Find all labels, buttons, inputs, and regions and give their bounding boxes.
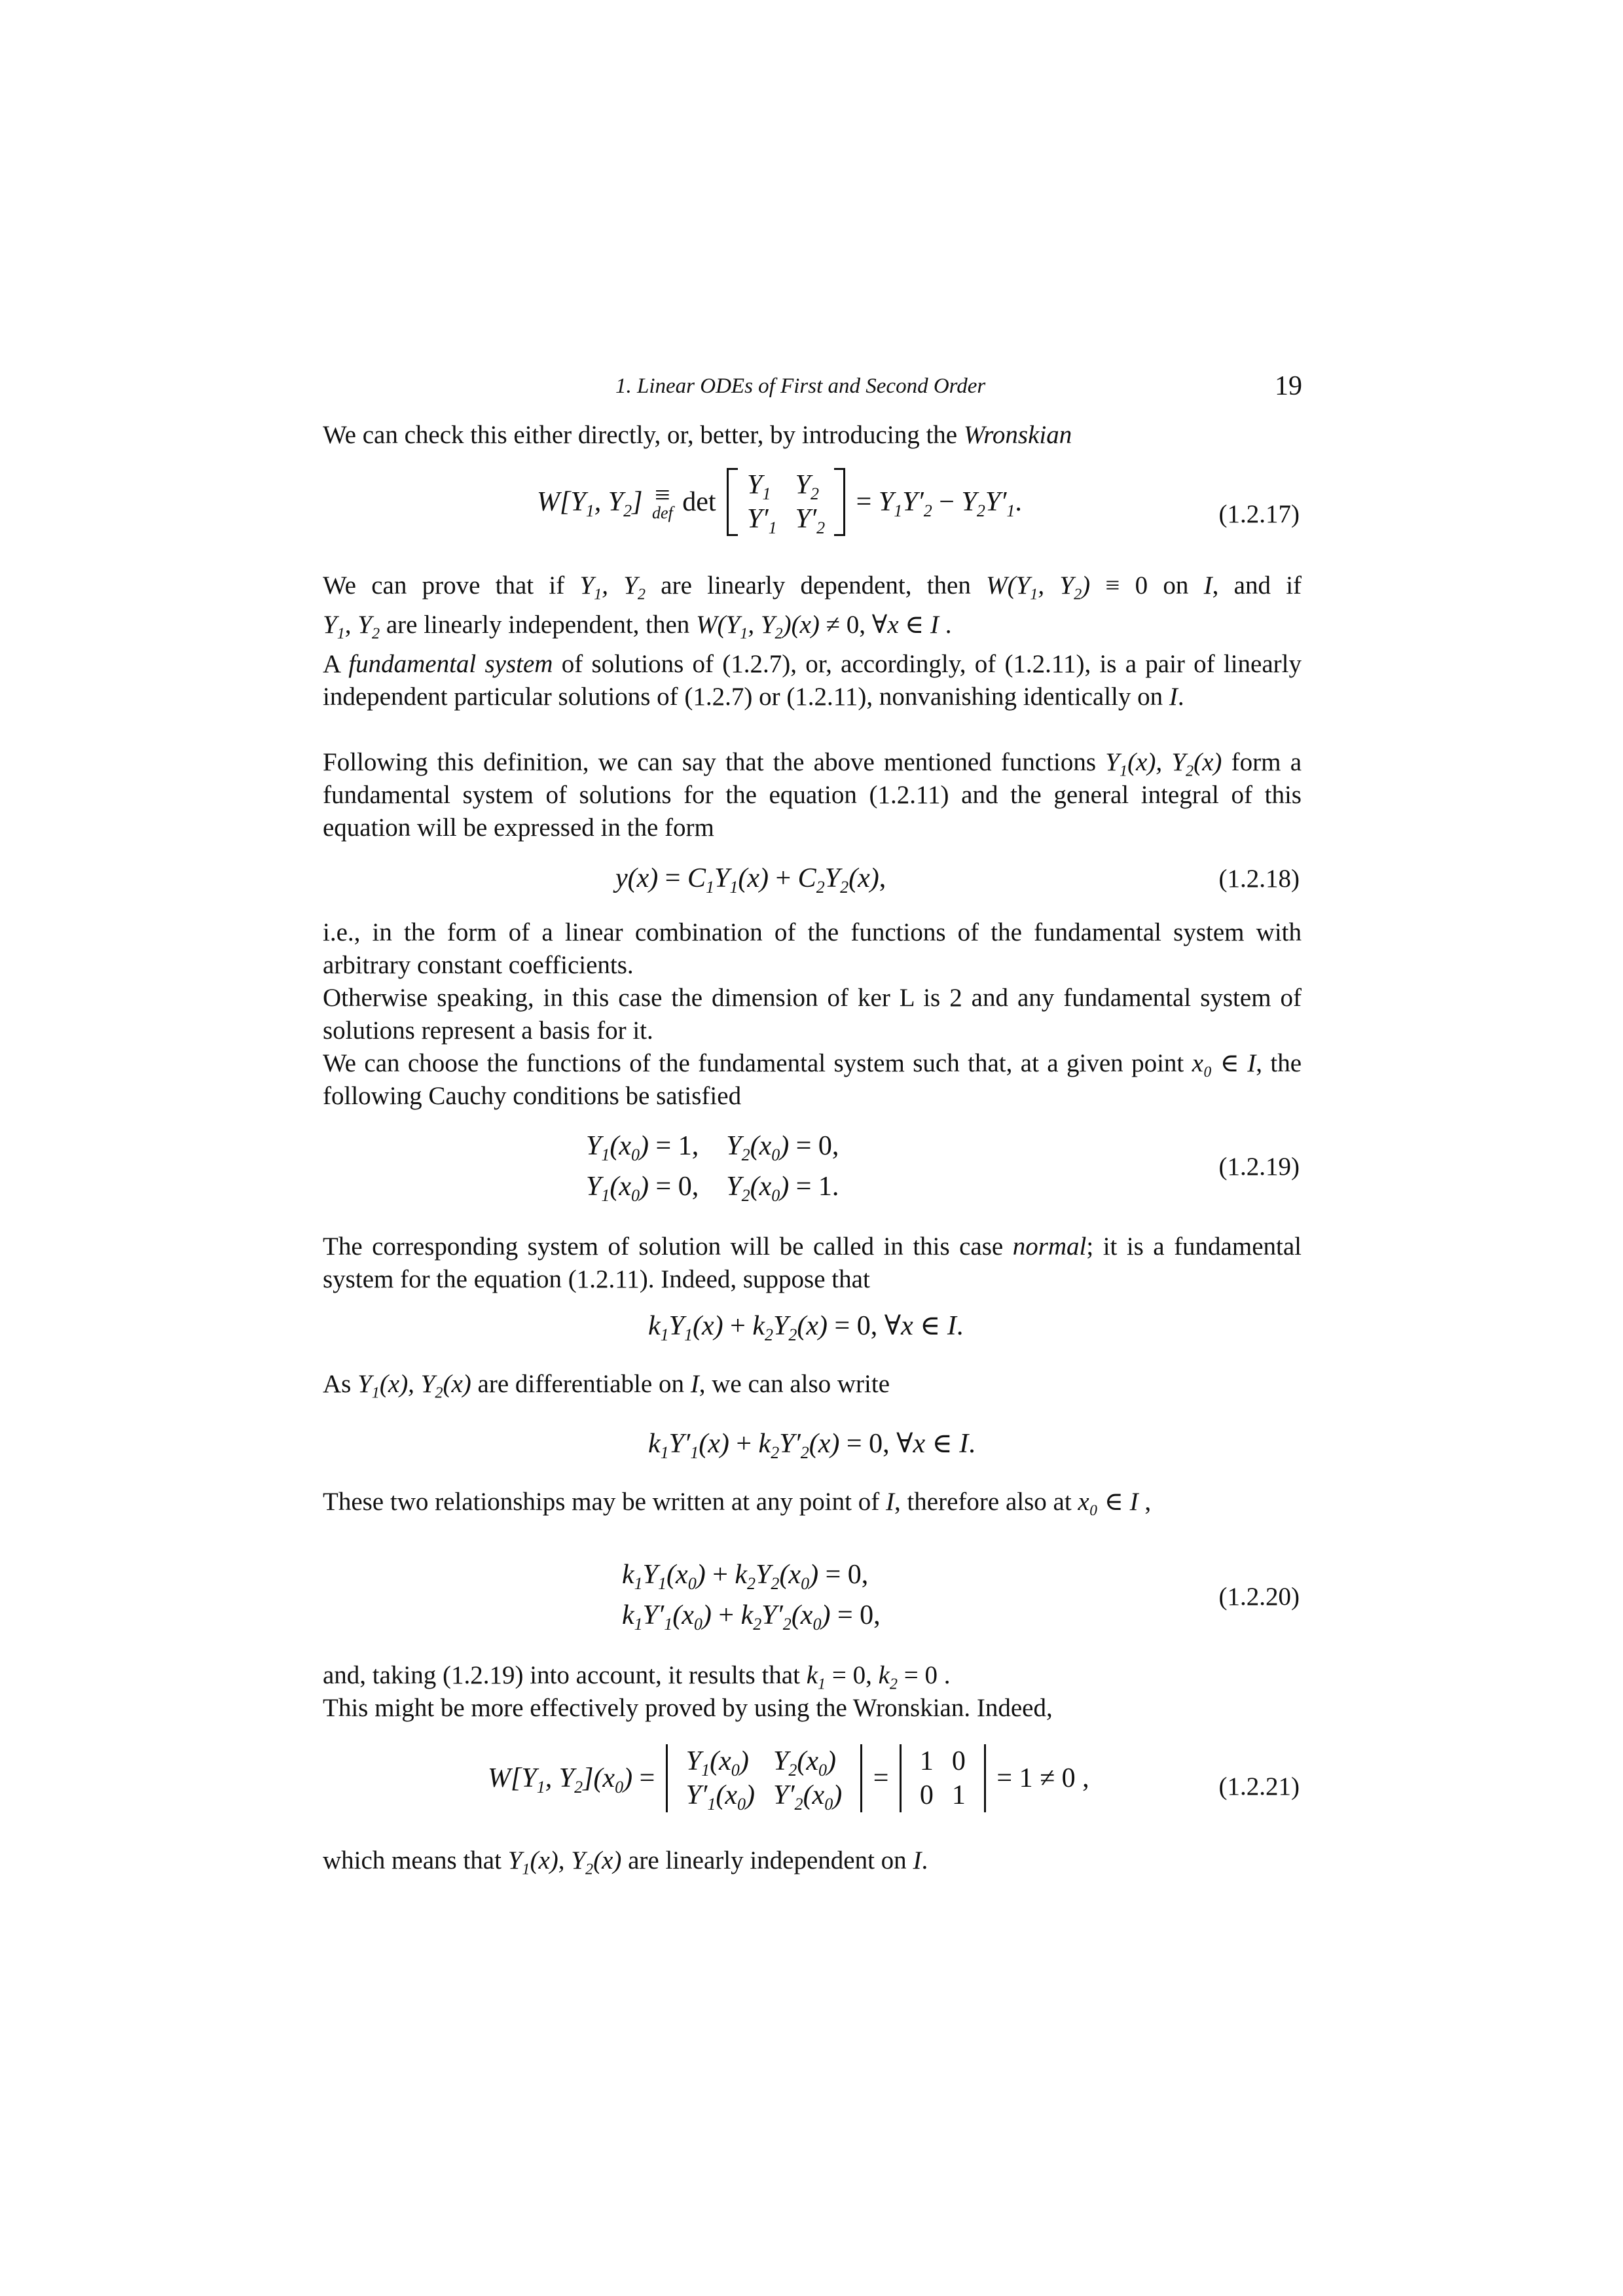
equation-number: (1.2.19) bbox=[1218, 1153, 1300, 1181]
text: Otherwise speaking, in this case the dimension of bbox=[323, 984, 849, 1012]
text: on bbox=[1163, 571, 1189, 600]
paragraph-dependence: We can prove that if $Y_1$, $Y_2$ are linearly dependent, then $W(Y_1$, $Y_2) \equiv 0$ on I, and if bbox=[323, 571, 1302, 603]
emphasis: normal bbox=[1012, 1232, 1087, 1261]
emphasis: Wronskian bbox=[963, 421, 1072, 449]
text: i.e., in the form of a linear combination of the functions of the fundamental system with arbitrary constant coefficients. bbox=[323, 918, 1302, 979]
text: These two relationships may be written at any point of bbox=[323, 1488, 880, 1516]
identity-determinant: 1 0 0 1 bbox=[900, 1744, 986, 1812]
point-symbol: x₀ ∈ I bbox=[1078, 1488, 1139, 1516]
equation-number: (1.2.20) bbox=[1218, 1583, 1300, 1611]
running-title: 1. Linear ODEs of First and Second Order bbox=[615, 374, 986, 398]
equation-body: $k_1Y_1(x_0) + k_2Y_2(x_0) = 0$, $k_1Y'_1(x_0) + k_2Y'_2(x_0) = 0$, bbox=[622, 1560, 881, 1634]
equation-combination bbox=[0, 1309, 1623, 1348]
paragraph-dependence-cont: $Y_1$, $Y_2$ are linearly independent, then $W(Y_1$, $Y_2)(x) \ne 0$, ∀x ∈ I . bbox=[323, 611, 952, 643]
text: form a fundamental system of solutions for the equation (1.2.11) and the general integral of this equation will be expressed in the form bbox=[323, 748, 1302, 842]
page-number: 19 bbox=[1275, 371, 1302, 401]
text: and, taking (1.2.19) into account, it results that bbox=[323, 1661, 800, 1689]
text: are linearly dependent, then bbox=[661, 571, 971, 600]
text: A bbox=[323, 650, 340, 678]
kernel-symbol: ker L bbox=[858, 984, 915, 1012]
interval-symbol: I bbox=[1203, 571, 1213, 600]
text: This might be more effectively proved by using the Wronskian. Indeed, bbox=[323, 1694, 1053, 1722]
text: We can check this either directly, or, better, by introducing the bbox=[323, 421, 958, 449]
interval-symbol: I bbox=[1169, 683, 1178, 711]
interval-symbol: I bbox=[913, 1846, 922, 1874]
text: , the following Cauchy conditions be satisfied bbox=[323, 1049, 1302, 1110]
text: are linearly independent on bbox=[628, 1846, 907, 1874]
equation-body: $y(x) = C_1Y_1(x) + C_2Y_2(x)$, bbox=[615, 863, 886, 897]
equation-body: $W[Y_1$, $Y_2](x_0)$ = $Y_1(x_0)$ $Y_2(x_0)$ $Y'_1(x_0)$ $Y'_2(x_0)$ = 1 0 0 1 = 1 ≠ 0 , bbox=[488, 1744, 1089, 1812]
text: We can prove that if bbox=[323, 571, 565, 600]
text: ; it is a fundamental system for the equation (1.2.11). Indeed, suppose that bbox=[323, 1232, 1302, 1293]
equation-body: $W[Y_1$, $Y_2$] ≡ def det $Y_1$ $Y_2$ $Y'_1$ $Y'_2$ = $Y_1Y'_2 - Y_2Y'_1$. bbox=[537, 468, 1022, 536]
equation-number: (1.2.17) bbox=[1218, 500, 1300, 528]
text: is 2 and any fundamental system of solutions represent a basis for it. bbox=[323, 984, 1302, 1045]
paragraph-definition: Following this definition, we can say that the above mentioned functions $Y_1(x)$, $Y_2(x)$ form a fundamental system of solutions for the equation (1.2.11) and the general integral of this equation will be expressed in the form bbox=[323, 748, 1302, 842]
equation-body: $Y_1(x_0) = 1$, $Y_2(x_0) = 0$, $Y_1(x_0) = 0$, $Y_2(x_0) = 1$. bbox=[586, 1131, 839, 1206]
paragraph-conclusion: which means that $Y_1(x)$, $Y_2(x)$ are linearly independent on I. bbox=[323, 1846, 928, 1878]
text: are differentiable on bbox=[477, 1370, 684, 1398]
text: The corresponding system of solution will be called in this case bbox=[323, 1232, 1004, 1261]
paragraph-kernel bbox=[323, 982, 1302, 1047]
emphasis: fundamental system bbox=[348, 650, 553, 678]
paragraph-wronskian-proof bbox=[323, 1692, 1302, 1725]
equation-1-2-21 bbox=[0, 1744, 1623, 1836]
text: We can choose the functions of the fundamental system such that, at a given point bbox=[323, 1049, 1184, 1077]
determinant: $Y_1(x_0)$ $Y_2(x_0)$ $Y'_1(x_0)$ $Y'_2(x_0)$ bbox=[666, 1744, 862, 1812]
text: of solutions of (1.2.7), or, accordingly, of (1.2.11), is a pair of linearly independent particular solutions of (1.2.7) or (1.2.11), nonvanishing identically on bbox=[323, 650, 1302, 711]
equation-1-2-17 bbox=[0, 468, 1623, 566]
paragraph-differentiable: As $Y_1(x)$, $Y_2(x)$ are differentiable on I, we can also write bbox=[323, 1370, 890, 1402]
interval-symbol: I bbox=[885, 1488, 894, 1516]
text: As bbox=[323, 1370, 352, 1398]
matrix: $Y_1$ $Y_2$ $Y'_1$ $Y'_2$ bbox=[727, 468, 845, 536]
paragraph-cauchy bbox=[323, 1047, 1302, 1113]
text: Following this definition, we can say that the above mentioned functions bbox=[323, 748, 1097, 776]
equation-body: $k_1Y_1(x) + k_2Y_2(x) = 0$, ∀x ∈ I. bbox=[648, 1311, 964, 1345]
text: which means that bbox=[323, 1846, 501, 1874]
equation-derivative-combination bbox=[0, 1427, 1623, 1466]
paragraph-fundamental-system: A fundamental system of solutions of (1.2.7), or, accordingly, of (1.2.11), is a pair of linearly independent particular solutions of (1.2.7) or (1.2.11), nonvanishing identically on I. bbox=[323, 650, 1302, 711]
paragraph-result: and, taking (1.2.19) into account, it results that $k_1 = 0$, $k_2 = 0$ . bbox=[323, 1661, 951, 1693]
def-subscript: def bbox=[651, 503, 673, 522]
equation-1-2-18 bbox=[0, 863, 1623, 902]
interval-symbol: I bbox=[690, 1370, 699, 1398]
paragraph-wronskian-intro bbox=[323, 419, 1302, 452]
text: , and if bbox=[1212, 571, 1302, 600]
point-symbol: x₀ ∈ I bbox=[1192, 1049, 1256, 1077]
det-operator: det bbox=[682, 487, 716, 517]
text: , therefore also at bbox=[894, 1488, 1072, 1516]
paragraph-normal-system bbox=[323, 1230, 1302, 1296]
text: , we can also write bbox=[699, 1370, 890, 1398]
text: are linearly independent, then bbox=[386, 611, 690, 639]
paragraph-relationships: These two relationships may be written at any point of I, therefore also at x₀ ∈ I , bbox=[323, 1488, 1152, 1516]
equation-1-2-19 bbox=[0, 1126, 1623, 1211]
equation-body: $k_1Y'_1(x) + k_2Y'_2(x) = 0$, ∀x ∈ I. bbox=[648, 1429, 976, 1463]
paragraph-linear-combination bbox=[323, 916, 1302, 982]
equation-1-2-20 bbox=[0, 1554, 1623, 1640]
equation-number: (1.2.18) bbox=[1218, 865, 1300, 893]
equation-number: (1.2.21) bbox=[1218, 1772, 1300, 1801]
